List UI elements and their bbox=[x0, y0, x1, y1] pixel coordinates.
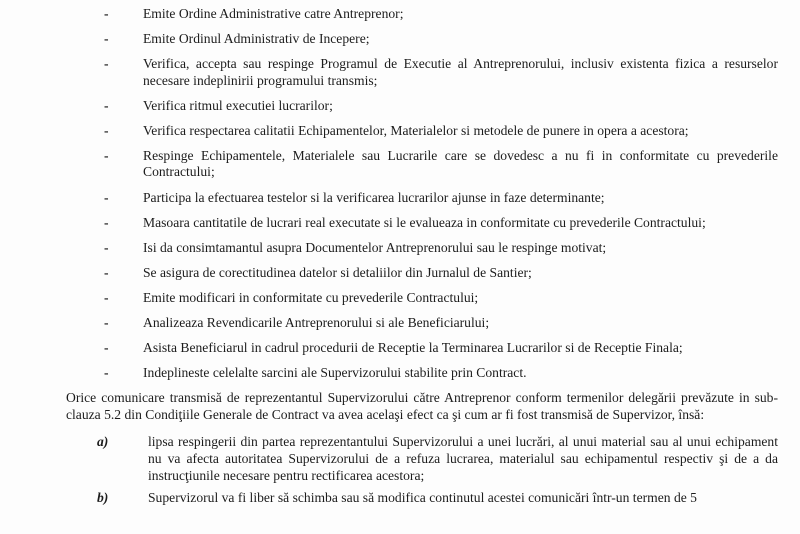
bullet-marker: - bbox=[104, 239, 109, 255]
bullet-text: Emite modificari in conformitate cu prevederile Contractului; bbox=[143, 289, 479, 305]
bullet-item bbox=[104, 98, 778, 115]
item-label: b) bbox=[97, 489, 109, 505]
item-text: lipsa respingerii din partea reprezentantului Supervizorului a unei lucrări, al unui material sau al unui echipament nu va afecta autoritatea Supervizorului de a refuza lucrarea, materialul sau echipamentul respectiv şi de a da instrucţiunile necesare pentru rectificarea acestora; bbox=[148, 433, 778, 483]
bullet-marker: - bbox=[104, 365, 109, 381]
bullet-item bbox=[104, 365, 778, 382]
bullet-text: Emite Ordine Administrative catre Antreprenor; bbox=[143, 6, 404, 21]
bullet-text: Verifica respectarea calitatii Echipamentelor, Materialelor si metodele de punere in opera a acestora; bbox=[143, 122, 689, 138]
bullet-text: Verifica, accepta sau respinge Programul de Executie al Antreprenorului, inclusiv existenta fizica a resurselor necesare indeplinirii programului transmis; bbox=[143, 56, 778, 88]
bullet-marker: - bbox=[104, 56, 109, 72]
bullet-text: Isi da consimtamantul asupra Documentelor Antreprenorului sau le respinge motivat; bbox=[143, 239, 607, 255]
bullet-marker: - bbox=[104, 289, 109, 305]
item-label: a) bbox=[97, 433, 109, 449]
bullet-text: Masoara cantitatile de lucrari real executate si le evalueaza in conformitate cu prevederile Contractului; bbox=[143, 214, 706, 230]
bullet-marker: - bbox=[104, 6, 109, 21]
lettered-item-b bbox=[97, 489, 778, 506]
bullet-marker: - bbox=[104, 189, 109, 205]
paragraph: Orice comunicare transmisă de reprezentantul Supervizorului către Antreprenor conform termenilor delegării prevăzute in sub-clauza 5.2 din Condiţiile Generale de Contract va avea acelaşi efect ca şi cum ar fi fost transmisă de Supervizor, însă: bbox=[66, 390, 778, 423]
bullet-item bbox=[104, 215, 778, 232]
bullet-text: Emite Ordinul Administrativ de Incepere; bbox=[143, 31, 370, 47]
bullet-text: Participa la efectuarea testelor si la verificarea lucrarilor ajunse in faze determinante; bbox=[143, 189, 605, 205]
bullet-marker: - bbox=[104, 340, 109, 356]
bullet-item bbox=[104, 265, 778, 282]
bullet-marker: - bbox=[104, 31, 109, 47]
bullet-item bbox=[104, 315, 778, 332]
item-text: Supervizorul va fi liber să schimba sau să modifica continutul acestei comunicări într-un termen de 5 bbox=[148, 489, 697, 505]
bullet-marker: - bbox=[104, 315, 109, 331]
bullet-text: Asista Beneficiarul in cadrul procedurii de Receptie la Terminarea Lucrarilor si de Receptie Finala; bbox=[143, 340, 683, 356]
lettered-list bbox=[0, 433, 800, 506]
bullet-marker: - bbox=[104, 214, 109, 230]
bullet-marker: - bbox=[104, 147, 109, 163]
bullet-text: Analizeaza Revendicarile Antreprenorului si ale Beneficiarului; bbox=[143, 315, 490, 331]
bullet-text: Verifica ritmul executiei lucrarilor; bbox=[143, 97, 333, 113]
bullet-marker: - bbox=[104, 264, 109, 280]
lettered-item-a bbox=[97, 433, 778, 484]
bullet-text: Respinge Echipamentele, Materialele sau Lucrarile care se dovedesc a nu fi in conformitate cu prevederile Contractului; bbox=[143, 147, 778, 180]
bullet-item bbox=[104, 290, 778, 307]
bullet-item bbox=[104, 190, 778, 207]
bullet-item bbox=[104, 240, 778, 257]
bullet-text: Se asigura de corectitudinea datelor si detaliilor din Jurnalul de Santier; bbox=[143, 264, 532, 280]
bullet-item bbox=[104, 340, 778, 357]
bullet-marker: - bbox=[104, 97, 109, 113]
bullet-text: Indeplineste celelalte sarcini ale Supervizorului stabilite prin Contract. bbox=[143, 365, 527, 381]
bullet-marker: - bbox=[104, 122, 109, 138]
bullet-item bbox=[104, 148, 778, 181]
bullet-item bbox=[104, 56, 778, 89]
bullet-item bbox=[104, 123, 778, 140]
bullet-item bbox=[104, 31, 778, 48]
bullet-item bbox=[104, 6, 778, 23]
